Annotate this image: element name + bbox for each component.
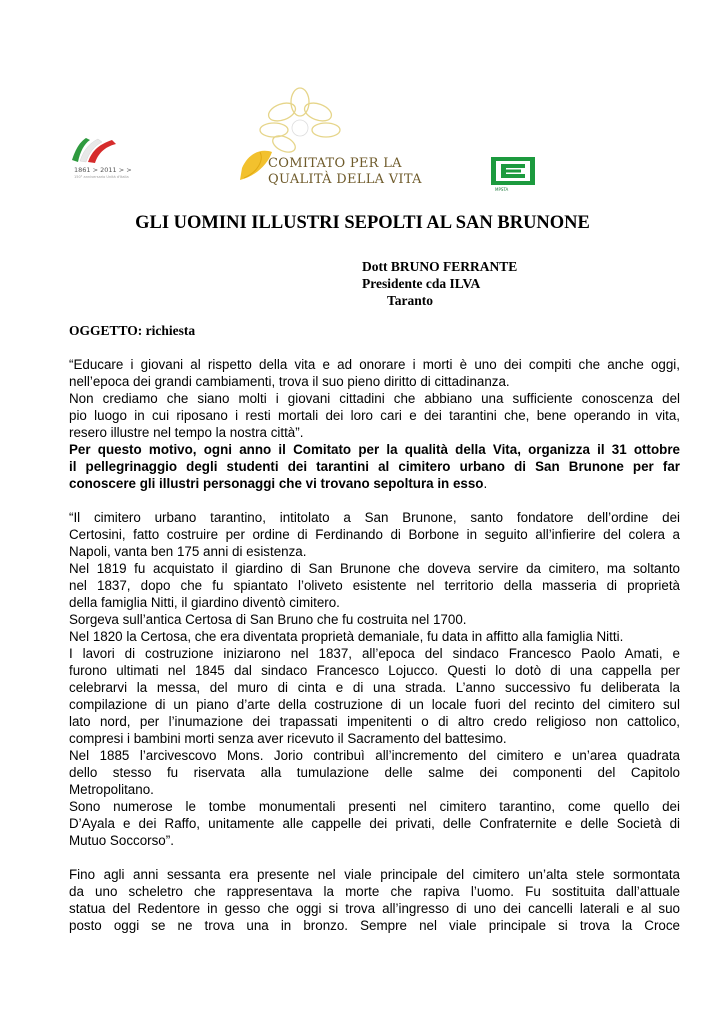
anniversary-subline: 150° anniversario Unità d'Italia xyxy=(74,175,129,179)
body-line: Metropolitano. xyxy=(69,782,154,797)
body-line: nell’epoca dei grandi cambiamenti, trova il suo pieno diritto di cittadinanza. xyxy=(69,374,510,389)
body-line: della famiglia Nitti, il giardino diventò cimitero. xyxy=(69,595,340,610)
comitato-name-line1: COMITATO PER LA xyxy=(268,156,402,171)
body-line: nel 1837, dopo che fu spiantato l’oliveto esistente nel territorio della masseria di proprietà xyxy=(69,578,680,593)
addressee-name: Dott BRUNO FERRANTE xyxy=(362,259,518,274)
body-line: compilazione di un piano d’arte della costruzione di un locale fuori del recinto del cimitero sul xyxy=(69,697,680,712)
comitato-name-line2: QUALITÀ DELLA VITA xyxy=(268,172,422,187)
body-line: D’Ayala e dei Raffo, unitamente alle cappelle dei privati, delle Confraternite e delle Società di xyxy=(69,816,680,831)
comitato-logo xyxy=(230,86,422,190)
italian-flag-icon xyxy=(70,134,118,164)
body-line: Nel 1819 fu acquistato il giardino di San Brunone che doveva servire da cimitero, ma soltanto xyxy=(69,561,680,576)
body-line xyxy=(69,475,680,492)
body-line: da uno scheletro che rappresentava la morte che rapiva l’uomo. Fu sostituita dall’attuale xyxy=(69,884,680,899)
body-line: pio luogo in cui riposano i resti mortali dei loro cari e dei tarantini che, bene operando in vita, xyxy=(69,408,680,423)
letter-e-icon xyxy=(491,157,535,187)
addressee-role: Presidente cda ILVA xyxy=(362,276,481,291)
addressee-city: Taranto xyxy=(387,293,434,308)
body-line: Certosini, fatto costruire per ordine di Ferdinando di Borbone in seguito all’infierire del colera a xyxy=(69,527,680,542)
body-line: furono ultimati nel 1845 dal sindaco Francesco Lojucco. Questi lo dotò di una cappella per xyxy=(69,663,680,678)
body-line: Fino agli anni sessanta era presente nel viale principale del cimitero un’alta stele sormontata xyxy=(69,867,680,882)
body-line: Sono numerose le tombe monumentali presenti nel cimitero tarantino, come quello dei xyxy=(69,799,680,814)
body-line: Napoli, vanta ben 175 anni di esistenza. xyxy=(69,544,307,559)
document-title: GLI UOMINI ILLUSTRI SEPOLTI AL SAN BRUNONE xyxy=(135,213,590,233)
body-line: compresi i bambini morti senza aver ricevuto il Sacramento del battesimo. xyxy=(69,731,507,746)
body-line: Sorgeva sull’antica Certosa di San Bruno che fu costruita nel 1700. xyxy=(69,612,467,627)
anniversary-logo xyxy=(70,130,130,180)
enterprise-label: MPSTA xyxy=(495,187,509,192)
body-line: “Educare i giovani al rispetto della vita e ad onorare i morti è uno dei compiti che anche oggi, xyxy=(69,357,680,372)
body-line-bold: Per questo motivo, ogni anno il Comitato per la qualità della Vita, organizza il 31 ottobre xyxy=(69,442,680,457)
trailing-period: . xyxy=(483,476,488,491)
body-line: “Il cimitero urbano tarantino, intitolato a San Brunone, santo fondatore dell’ordine dei xyxy=(69,510,680,525)
body-line: resero illustre nel tempo la nostra città”. xyxy=(69,425,304,440)
body-line: I lavori di costruzione iniziarono nel 1837, all’epoca del sindaco Francesco Paolo Amati, e xyxy=(69,646,680,661)
enterprise-logo xyxy=(491,157,535,191)
body-line: dello stesso fu riservata alla tumulazione delle salme dei componenti del Capitolo xyxy=(69,765,680,780)
body-line: posto oggi se ne trova una in bronzo. Sempre nel viale principale si trova la Croce xyxy=(69,918,680,933)
body-line-bold: il pellegrinaggio degli studenti dei tarantini al cimitero urbano di San Brunone per far xyxy=(69,459,680,474)
body-line: lato nord, per l’inumazione dei trapassati impenitenti o di altro credo religioso non cattolico, xyxy=(69,714,680,729)
bold-phrase: conoscere gli illustri personaggi che vi trovano sepoltura in esso xyxy=(69,476,484,491)
body-line: Nel 1885 l’arcivescovo Mons. Jorio contribuì all’incremento del cimitero e un’area quadrata xyxy=(69,748,680,763)
body-line: statua del Redentore in gesso che oggi si trova all’ingresso di uno dei cancelli laterali e al suo xyxy=(69,901,680,916)
body-line: celebrarvi la messa, del muro di cinta e di una strada. L’anno successivo fu deliberata la xyxy=(69,680,680,695)
anniversary-years: 1861 > 2011 > > xyxy=(74,166,132,174)
body-line: Mutuo Soccorso”. xyxy=(69,833,174,848)
subject-line: OGGETTO: richiesta xyxy=(69,323,196,338)
body-line: Non crediamo che siano molti i giovani cittadini che abbiano una sufficiente conoscenza del xyxy=(69,391,680,406)
body-line: Nel 1820 la Certosa, che era diventata proprietà demaniale, fu data in affitto alla famiglia Nitti. xyxy=(69,629,624,644)
